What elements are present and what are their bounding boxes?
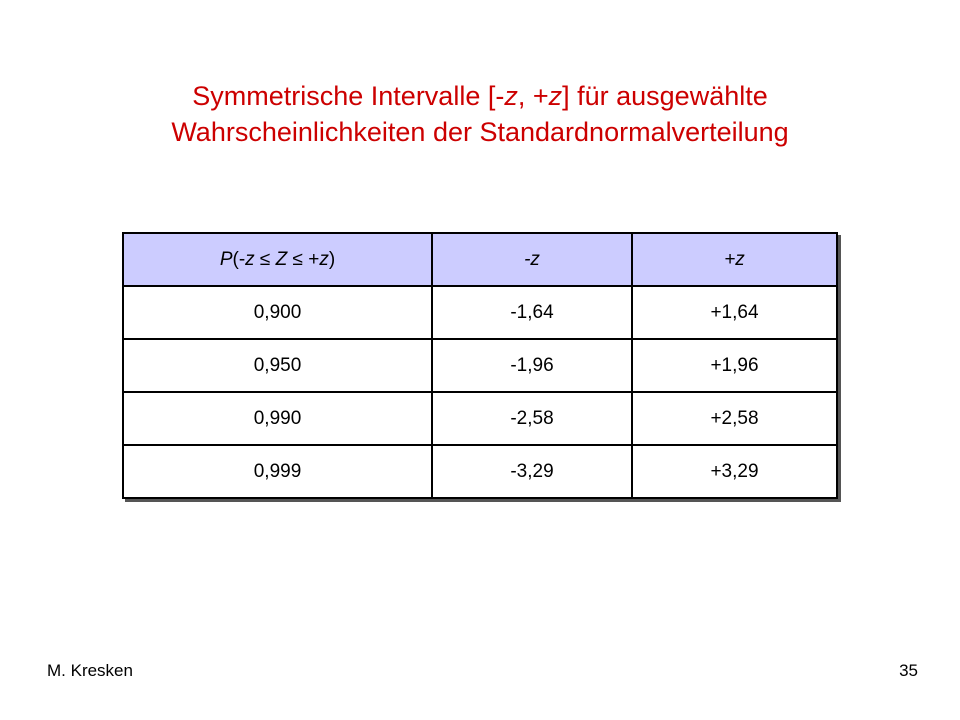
cell-pos-z: +1,96 — [632, 339, 837, 392]
header-neg-z: -z — [432, 233, 632, 286]
header-p-var: Z — [275, 248, 288, 270]
header-p-text: (- — [232, 248, 246, 270]
cell-neg-z: -3,29 — [432, 445, 632, 498]
cell-pos-z: +1,64 — [632, 286, 837, 339]
title-variable: z — [504, 81, 518, 111]
title-line-1 — [40, 78, 920, 114]
header-p-text: ) — [328, 248, 336, 270]
cell-neg-z: -1,64 — [432, 286, 632, 339]
cell-probability: 0,950 — [123, 339, 432, 392]
slide-title — [40, 78, 920, 150]
table-row — [123, 286, 837, 339]
header-p-text: ≤ + — [287, 248, 320, 270]
cell-pos-z: +2,58 — [632, 392, 837, 445]
title-text: , + — [517, 81, 549, 111]
page-number: 35 — [899, 661, 918, 680]
footer-author: M. Kresken — [47, 661, 133, 680]
title-variable: z — [548, 81, 563, 111]
cell-neg-z: -2,58 — [432, 392, 632, 445]
header-pos-z: +z — [632, 233, 837, 286]
header-p-text: ≤ — [254, 248, 276, 270]
z-interval-table — [122, 232, 838, 499]
cell-pos-z: +3,29 — [632, 445, 837, 498]
title-text: ] für ausgewählte — [562, 81, 768, 111]
title-line-2: Wahrscheinlichkeiten der Standardnormalverteilung — [171, 117, 789, 147]
cell-neg-z: -1,96 — [432, 339, 632, 392]
header-p-var: z — [245, 248, 255, 270]
header-p-var: z — [319, 248, 329, 270]
title-text: Symmetrische Intervalle [- — [192, 81, 505, 111]
table-row — [123, 339, 837, 392]
header-p-letter: P — [219, 248, 233, 270]
table-header-row — [123, 233, 837, 286]
cell-probability: 0,900 — [123, 286, 432, 339]
table-row — [123, 392, 837, 445]
cell-probability: 0,999 — [123, 445, 432, 498]
table-row — [123, 445, 837, 498]
header-probability — [123, 233, 432, 286]
cell-probability: 0,990 — [123, 392, 432, 445]
